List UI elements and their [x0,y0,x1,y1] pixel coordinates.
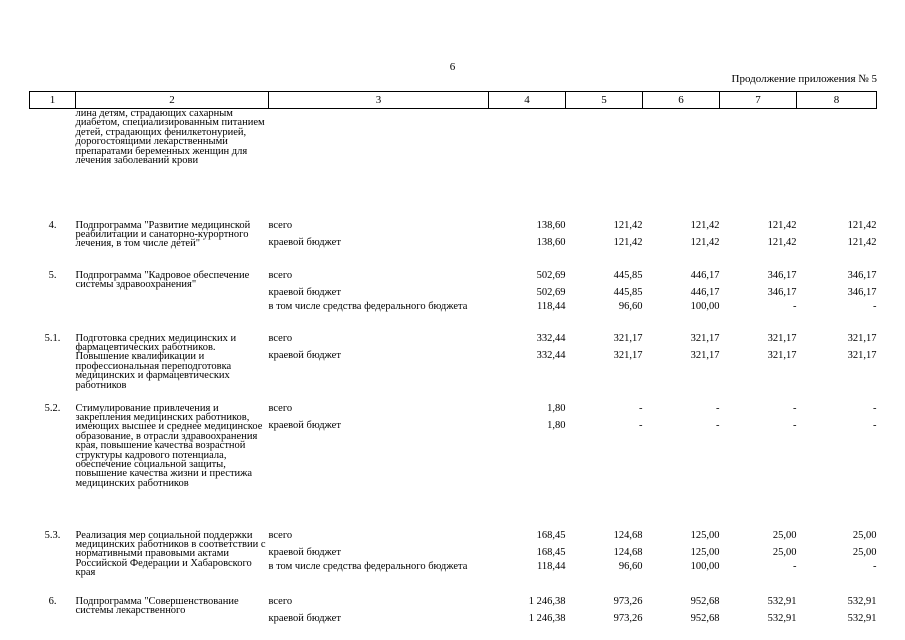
value-cell [720,597,797,637]
value-cell [566,271,643,334]
value-cell [720,404,797,531]
row-title: лина детям, страдающих сахарным диабетом, специализированным питанием детей, страдающих фенилкетонурией, дорогостоящими лекарственными препаратами беременных женщин для лечения заболеваний крови [75,108,265,167]
table-row [30,531,877,597]
row-number [30,109,76,221]
amount-value: 532,91 [847,595,877,607]
value-cell [797,334,877,404]
amount-value: 332,44 [536,332,566,344]
value-cell [643,404,720,531]
amount-value: 25,00 [772,546,797,558]
amount-value: 25,00 [772,529,797,541]
value-cell [566,109,643,221]
column-header: 5 [566,92,643,109]
amount-value: 532,91 [847,612,877,624]
amount-value: 25,00 [852,546,877,558]
amount-value: - [793,402,797,414]
value-cell [720,271,797,334]
column-header: 1 [30,92,76,109]
column-header: 8 [797,92,877,109]
amount-value: 1 246,38 [528,612,566,624]
value-cell [643,221,720,271]
amount-value: 1,80 [547,402,566,414]
amount-value: 25,00 [852,529,877,541]
amount-value: 138,60 [536,236,566,248]
amount-value: 332,44 [536,349,566,361]
amount-value: 502,69 [536,269,566,281]
funding-source: краевой бюджет [268,286,341,298]
amount-value: 96,60 [618,560,643,572]
amount-value: - [873,300,877,312]
funding-source-cell [269,109,489,221]
funding-source: в том числе средства федерального бюджета [268,300,468,312]
amount-value: 321,17 [690,332,720,344]
amount-value: 321,17 [847,349,877,361]
value-cell [797,271,877,334]
amount-value: 346,17 [767,286,797,298]
amount-value: 121,42 [690,236,720,248]
funding-source-cell [269,271,489,334]
amount-value: 952,68 [690,612,720,624]
row-title: Подпрограмма "Развитие медицинской реабилитации и санаторно-курортного лечения, в том числе детей" [75,219,251,250]
value-cell [643,334,720,404]
amount-value: 168,45 [536,546,566,558]
column-header: 7 [720,92,797,109]
amount-value: - [639,402,643,414]
value-cell [489,404,566,531]
value-cell [489,334,566,404]
amount-value: 124,68 [613,529,643,541]
amount-value: 532,91 [767,612,797,624]
amount-value: 118,44 [537,560,566,572]
funding-source: всего [268,595,293,607]
value-cell [797,597,877,637]
funding-source-cell [269,221,489,271]
amount-value: 952,68 [690,595,720,607]
column-header: 3 [269,92,489,109]
amount-value: 445,85 [613,286,643,298]
row-number: 4. [48,219,57,231]
amount-value: 121,42 [767,236,797,248]
amount-value: 121,42 [767,219,797,231]
value-cell [643,597,720,637]
amount-value: 1 246,38 [528,595,566,607]
amount-value: 532,91 [767,595,797,607]
value-cell [566,531,643,597]
amount-value: 502,69 [536,286,566,298]
amount-value: - [873,560,877,572]
amount-value: 118,44 [537,300,566,312]
amount-value: - [716,419,720,431]
funding-source: краевой бюджет [268,612,341,624]
amount-value: 121,42 [847,219,877,231]
table-row [30,271,877,334]
funding-source: всего [268,402,293,414]
amount-value: 445,85 [613,269,643,281]
table-row [30,334,877,404]
value-cell [797,221,877,271]
amount-value: - [793,300,797,312]
amount-value: 446,17 [690,286,720,298]
funding-source: в том числе средства федерального бюджета [268,560,468,572]
row-title: Подготовка средних медицинских и фармацевтических работников. Повышение квалификации и профессиональная переподготовка медицинских и фармацевтических работников [75,332,237,391]
row-number: 5. [48,269,57,281]
amount-value: 321,17 [767,332,797,344]
column-header: 4 [489,92,566,109]
value-cell [720,334,797,404]
funding-source: всего [268,269,293,281]
value-cell [720,109,797,221]
amount-value: 346,17 [767,269,797,281]
column-header: 6 [643,92,720,109]
value-cell [489,109,566,221]
amount-value: - [639,419,643,431]
row-title: Реализация мер социальной поддержки медицинских работников в соответствии с нормативными правовыми актами Российской Федерации и Хабаровского края [75,529,266,579]
funding-source: краевой бюджет [268,236,341,248]
funding-source-cell [269,334,489,404]
value-cell [643,531,720,597]
page-number: 6 [449,61,456,73]
table-row [30,221,877,271]
amount-value: 346,17 [847,269,877,281]
column-header: 2 [76,92,269,109]
amount-value: 121,42 [847,236,877,248]
amount-value: 121,42 [613,236,643,248]
value-cell [720,221,797,271]
amount-value: 168,45 [536,529,566,541]
funding-source: краевой бюджет [268,546,341,558]
row-number: 5.3. [44,529,61,541]
row-number: 6. [48,595,57,607]
amount-value: 321,17 [847,332,877,344]
value-cell [797,531,877,597]
row-title: Подпрограмма "Кадровое обеспечение системы здравоохранения" [75,269,250,290]
amount-value: 124,68 [613,546,643,558]
row-title: Подпрограмма "Совершенствование системы лекарственного [75,595,239,616]
value-cell [566,597,643,637]
amount-value: - [716,402,720,414]
funding-source: всего [268,219,293,231]
amount-value: 138,60 [536,219,566,231]
value-cell [489,271,566,334]
value-cell [643,109,720,221]
row-number: 5.2. [44,402,61,414]
amount-value: 321,17 [767,349,797,361]
amount-value: 346,17 [847,286,877,298]
funding-source: краевой бюджет [268,349,341,361]
value-cell [566,404,643,531]
amount-value: - [793,560,797,572]
amount-value: - [793,419,797,431]
value-cell [566,334,643,404]
amount-value: 321,17 [613,349,643,361]
value-cell [489,597,566,637]
amount-value: - [873,419,877,431]
funding-source: краевой бюджет [268,419,341,431]
row-title: Стимулирование привлечения и закрепления медицинских работников, имеющих высшее и среднее медицинское образование, в отрасли здравоохранения края, повышение качества возрастной структуры кадрового потенциала, обеспечение социальной защиты, повышение качества жизни и престижа медицинских работников [75,402,263,489]
value-cell [797,109,877,221]
table-row [30,404,877,531]
amount-value: 973,26 [613,595,643,607]
value-cell [643,271,720,334]
appendix-caption: Продолжение приложения № 5 [731,73,877,85]
amount-value: 121,42 [690,219,720,231]
table-header-row [30,92,877,109]
funding-source-cell [269,531,489,597]
funding-source-cell [269,404,489,531]
amount-value: 100,00 [690,560,720,572]
value-cell [489,221,566,271]
amount-value: 446,17 [690,269,720,281]
table-row [30,597,877,637]
value-cell [720,531,797,597]
budget-table [29,91,877,637]
table-row [30,109,877,221]
amount-value: 973,26 [613,612,643,624]
funding-source-cell [269,597,489,637]
amount-value: 1,80 [547,419,566,431]
value-cell [566,221,643,271]
amount-value: - [873,402,877,414]
amount-value: 125,00 [690,529,720,541]
row-number: 5.1. [44,332,61,344]
value-cell [489,531,566,597]
amount-value: 321,17 [690,349,720,361]
amount-value: 121,42 [613,219,643,231]
amount-value: 321,17 [613,332,643,344]
funding-source: всего [268,529,293,541]
funding-source: всего [268,332,293,344]
amount-value: 125,00 [690,546,720,558]
amount-value: 100,00 [690,300,720,312]
amount-value: 96,60 [618,300,643,312]
value-cell [797,404,877,531]
